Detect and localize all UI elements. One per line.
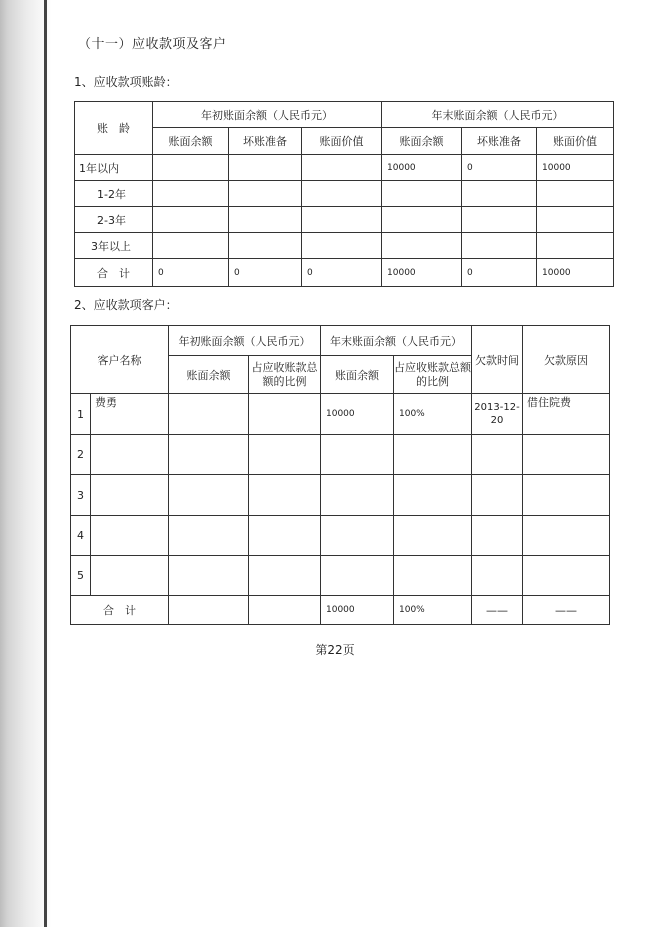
- section-title: （十一）应收款项及客户: [78, 37, 227, 52]
- aging-cell: 0: [229, 259, 302, 287]
- customer-cell: [169, 516, 249, 556]
- customer-cell: [321, 516, 394, 556]
- aging-table: [74, 101, 614, 287]
- aging-cell: [462, 181, 537, 207]
- debt-time: [472, 516, 523, 556]
- debt-time: 2013-12-20: [472, 394, 523, 435]
- begin-balance-header: 账面余额: [169, 356, 249, 394]
- customers-total-row: [71, 596, 610, 625]
- customer-cell: [169, 596, 249, 625]
- customer-row: [71, 394, 610, 435]
- aging-subheader: 账面价值: [302, 128, 382, 155]
- customer-cell: 10000: [321, 596, 394, 625]
- aging-cell: [537, 207, 614, 233]
- aging-row-label: 1年以内: [75, 155, 153, 181]
- aging-cell: [153, 181, 229, 207]
- aging-cell: [153, 233, 229, 259]
- customers-heading: 2、应收款项客户：: [74, 298, 178, 312]
- aging-row: [75, 181, 614, 207]
- customer-name: 费勇: [91, 394, 169, 435]
- aging-cell: [302, 233, 382, 259]
- customers-end-group-header: 年末账面余额（人民币元）: [321, 326, 472, 356]
- aging-subheader: 账面余额: [382, 128, 462, 155]
- customer-cell: [249, 394, 321, 435]
- aging-cell: [382, 181, 462, 207]
- aging-cell: [153, 207, 229, 233]
- aging-subheader: 坏账准备: [229, 128, 302, 155]
- row-number: 5: [71, 556, 91, 596]
- aging-cell: [302, 207, 382, 233]
- aging-cell: [537, 233, 614, 259]
- aging-cell: [153, 155, 229, 181]
- aging-cell: 10000: [537, 259, 614, 287]
- debt-time: [472, 435, 523, 475]
- aging-heading: 1、应收款项账龄：: [74, 75, 178, 89]
- aging-cell: [229, 207, 302, 233]
- debt-time: [472, 475, 523, 516]
- customer-row: [71, 435, 610, 475]
- debt-reason: [523, 435, 610, 475]
- customer-name: [91, 516, 169, 556]
- aging-row-label: 1-2年: [75, 181, 153, 207]
- aging-cell: 10000: [382, 259, 462, 287]
- customer-name: [91, 435, 169, 475]
- aging-subheader: 账面价值: [537, 128, 614, 155]
- aging-row: [75, 155, 614, 181]
- aging-cell: 0: [462, 155, 537, 181]
- customers-total-label: 合 计: [71, 596, 169, 625]
- begin-ratio-header: 占应收账款总额的比例: [249, 356, 321, 394]
- customer-cell: [249, 475, 321, 516]
- debt-reason: 借住院费: [523, 394, 610, 435]
- aging-total-label: 合 计: [75, 259, 153, 287]
- customer-name: [91, 475, 169, 516]
- customer-cell: [321, 435, 394, 475]
- debt-time: [472, 556, 523, 596]
- aging-category-header: 账 龄: [75, 102, 153, 155]
- customer-cell: [394, 516, 472, 556]
- customer-name: [91, 556, 169, 596]
- binding-edge: [44, 0, 47, 927]
- row-number: 4: [71, 516, 91, 556]
- customer-cell: 100%: [394, 394, 472, 435]
- customer-cell: [169, 394, 249, 435]
- customer-cell: [169, 435, 249, 475]
- aging-cell: 10000: [382, 155, 462, 181]
- aging-cell: [302, 155, 382, 181]
- aging-row: [75, 207, 614, 233]
- customer-row: [71, 475, 610, 516]
- customer-cell: [169, 556, 249, 596]
- customer-cell: [249, 516, 321, 556]
- customer-cell: [321, 556, 394, 596]
- aging-row-label: 2-3年: [75, 207, 153, 233]
- customers-begin-group-header: 年初账面余额（人民币元）: [169, 326, 321, 356]
- page-number: 第22页: [315, 643, 355, 657]
- debt-reason: [523, 475, 610, 516]
- customer-cell: [321, 475, 394, 516]
- customers-table: [70, 325, 610, 625]
- aging-cell: [462, 233, 537, 259]
- customer-cell: 10000: [321, 394, 394, 435]
- aging-cell: 0: [462, 259, 537, 287]
- row-number: 3: [71, 475, 91, 516]
- aging-total-row: [75, 259, 614, 287]
- row-number: 2: [71, 435, 91, 475]
- aging-end-group-header: 年末账面余额（人民币元）: [382, 102, 614, 128]
- aging-begin-group-header: 年初账面余额（人民币元）: [153, 102, 382, 128]
- end-ratio-header: 占应收账款总额的比例: [394, 356, 472, 394]
- debt-reason: ——: [523, 596, 610, 625]
- customer-name-header: 客户名称: [71, 326, 169, 394]
- aging-cell: [382, 207, 462, 233]
- row-number: 1: [71, 394, 91, 435]
- customer-cell: [249, 435, 321, 475]
- aging-subheader: 账面余额: [153, 128, 229, 155]
- debt-reason-header: 欠款原因: [523, 326, 610, 394]
- end-balance-header: 账面余额: [321, 356, 394, 394]
- aging-cell: [229, 181, 302, 207]
- debt-time-header: 欠款时间: [472, 326, 523, 394]
- debt-reason: [523, 556, 610, 596]
- aging-row: [75, 233, 614, 259]
- debt-time: ——: [472, 596, 523, 625]
- customer-row: [71, 516, 610, 556]
- customer-cell: [394, 556, 472, 596]
- aging-cell: [382, 233, 462, 259]
- customer-cell: [394, 435, 472, 475]
- aging-cell: [537, 181, 614, 207]
- aging-subheader: 坏账准备: [462, 128, 537, 155]
- customer-cell: 100%: [394, 596, 472, 625]
- aging-cell: [229, 155, 302, 181]
- aging-row-label: 3年以上: [75, 233, 153, 259]
- aging-cell: 0: [302, 259, 382, 287]
- aging-cell: [302, 181, 382, 207]
- customer-cell: [169, 475, 249, 516]
- customer-cell: [249, 556, 321, 596]
- aging-cell: [462, 207, 537, 233]
- customer-cell: [249, 596, 321, 625]
- aging-cell: 0: [153, 259, 229, 287]
- debt-reason: [523, 516, 610, 556]
- aging-cell: [229, 233, 302, 259]
- customer-cell: [394, 475, 472, 516]
- customer-row: [71, 556, 610, 596]
- aging-cell: 10000: [537, 155, 614, 181]
